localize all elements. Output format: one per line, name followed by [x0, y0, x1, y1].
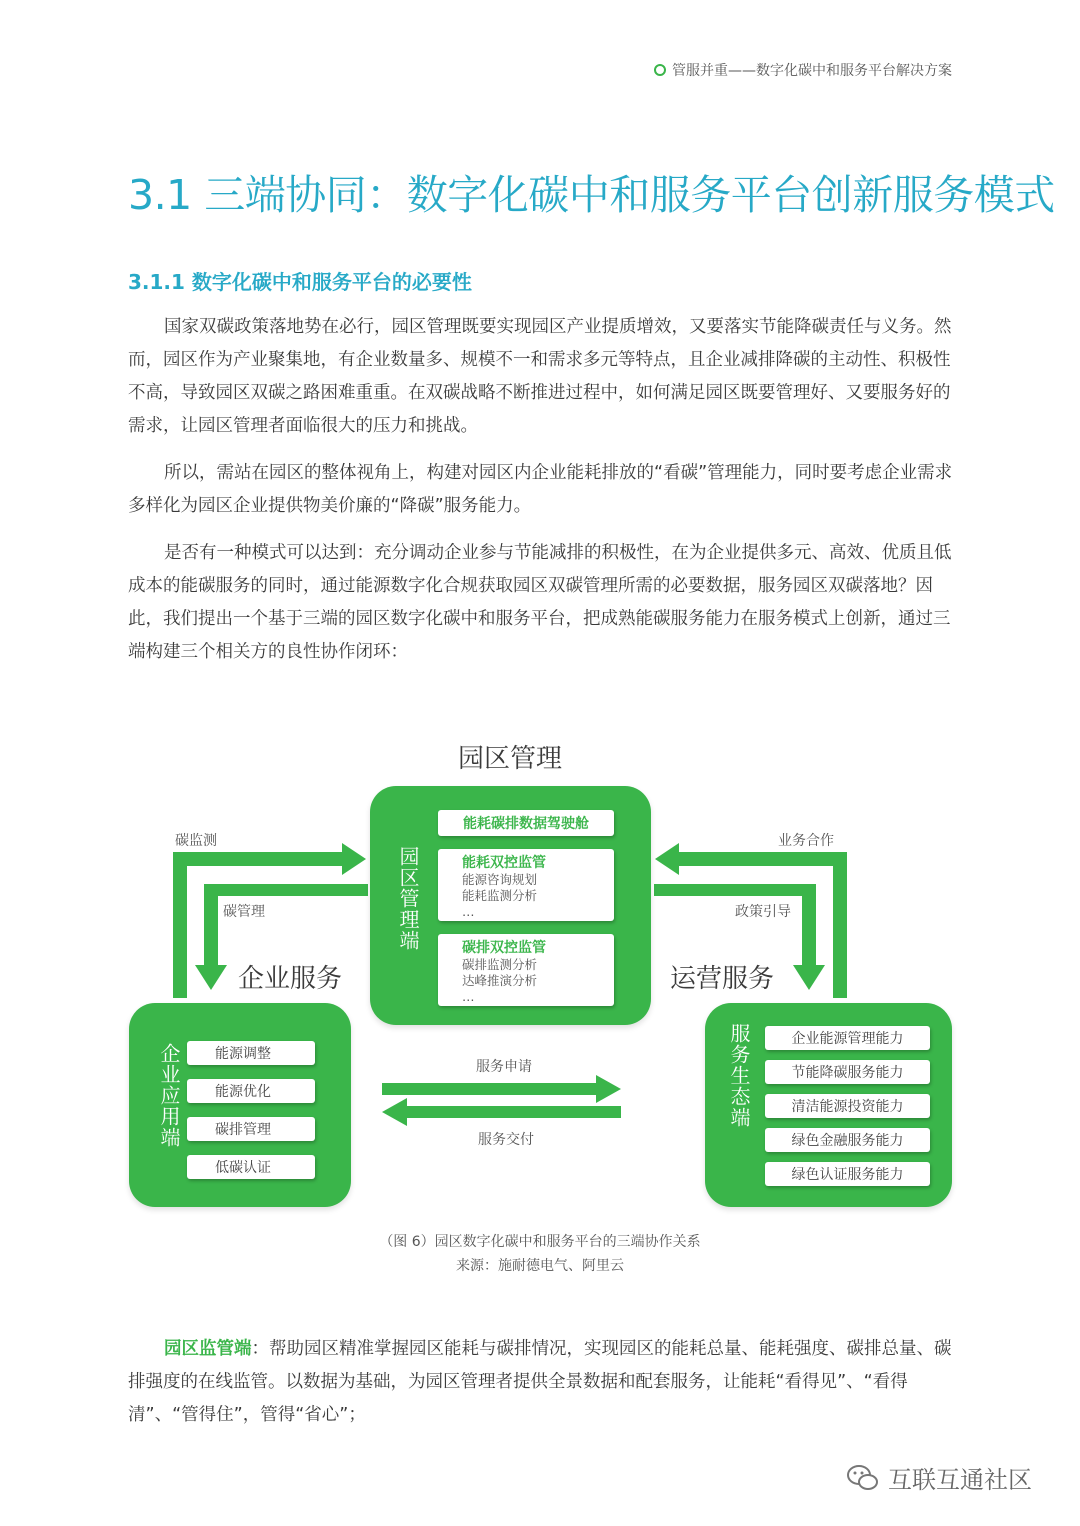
- label-service-deliver: 服务交付: [478, 1132, 534, 1148]
- card-item: 能源咨询规划: [462, 872, 538, 887]
- energy-control-card: [438, 849, 614, 921]
- list-item: 节能降碳服务能力: [765, 1060, 930, 1084]
- list-item: 清洁能源投资能力: [765, 1094, 930, 1118]
- list-item: 绿色金融服务能力: [765, 1128, 930, 1152]
- label-carbon-manage: 碳管理: [223, 904, 265, 920]
- left-caption: 企业服务: [238, 964, 343, 994]
- card-title: 碳排双控监管: [462, 940, 546, 956]
- paragraph-4: [128, 1333, 954, 1432]
- dashboard-pill: 能耗碳排数据驾驶舱: [438, 810, 614, 836]
- card-item: 能耗监测分析: [462, 888, 538, 903]
- carbon-control-card: [438, 934, 614, 1006]
- wechat-icon: [846, 1463, 880, 1493]
- right-caption: 运营服务: [670, 964, 775, 994]
- list-item: 碳排管理: [187, 1117, 315, 1141]
- card-title: 能耗双控监管: [462, 855, 546, 871]
- figure-caption: （图 6）园区数字化碳中和服务平台的三端协作关系: [379, 1234, 701, 1250]
- paragraph-body: ：帮助园区精准掌握园区能耗与碳排情况，实现园区的能耗总量、能耗强度、碳排总量、碳排强度的在线监管。以数据为基础，为园区管理者提供全景数据和配套服务，让能耗“看得见”、“看得清”、“管得住”，管得“省心”；: [128, 1339, 952, 1425]
- paragraph-1: 国家双碳政策落地势在必行，园区管理既要实现园区产业提质增效，又要落实节能降碳责任与义务。然而，园区作为产业聚集地，有企业数量多、规模不一和需求多元等特点，且企业减排降碳的主动性、积极性不高，导致园区双碳之路困难重重。在双碳战略不断推进过程中，如何满足园区既要管理好、又要服务好的需求，让园区管理者面临很大的压力和挑战。: [128, 317, 952, 436]
- running-header-text: 管服并重——数字化碳中和服务平台解决方案: [672, 63, 952, 79]
- list-item: 能源优化: [187, 1079, 315, 1103]
- list-item: 企业能源管理能力: [765, 1026, 930, 1050]
- figure-source: 来源：施耐德电气、阿里云: [456, 1258, 624, 1274]
- watermark-text: 互联互通社区: [888, 1466, 1032, 1494]
- park-management-label: 园区管理端: [396, 846, 420, 951]
- enterprise-app-end: [129, 1003, 351, 1207]
- park-management-end: [370, 786, 651, 1025]
- label-policy-guide: 政策引导: [735, 904, 791, 920]
- label-carbon-monitor: 碳监测: [175, 833, 217, 849]
- list-item: 能源调整: [187, 1041, 315, 1065]
- card-item: …: [462, 989, 475, 1004]
- section-title: 3.1 三端协同：数字化碳中和服务平台创新服务模式: [128, 171, 1055, 219]
- card-item: …: [462, 904, 475, 919]
- card-item: 达峰推演分析: [462, 973, 538, 988]
- subsection-title: 3.1.1 数字化碳中和服务平台的必要性: [128, 270, 472, 294]
- service-ecosystem-label: 服务生态端: [727, 1023, 751, 1128]
- paragraph-3: 是否有一种模式可以达到：充分调动企业参与节能减排的积极性，在为企业提供多元、高效、优质且低成本的能碳服务的同时，通过能源数字化合规获取园区双碳管理所需的必要数据，服务园区双碳落地？因此，我们提出一个基于三端的园区数字化碳中和服务平台，把成熟能碳服务能力在服务模式上创新，通过三端构建三个相关方的良性协作闭环：: [128, 543, 952, 662]
- top-caption: 园区管理: [458, 744, 563, 774]
- enterprise-app-label: 企业应用端: [157, 1043, 181, 1148]
- service-ecosystem-end: [705, 1003, 952, 1207]
- paragraph-2: 所以，需站在园区的整体视角上，构建对园区内企业能耗排放的“看碳”管理能力，同时要考虑企业需求多样化为园区企业提供物美价廉的“降碳”服务能力。: [128, 463, 953, 516]
- card-item: 碳排监测分析: [462, 957, 538, 972]
- label-biz-coop: 业务合作: [778, 833, 834, 849]
- watermark: [846, 1460, 1032, 1495]
- list-item: 绿色认证服务能力: [765, 1162, 930, 1186]
- label-service-apply: 服务申请: [476, 1059, 532, 1075]
- list-item: 低碳认证: [187, 1155, 315, 1179]
- paragraph-lead: 园区监管端: [164, 1339, 252, 1359]
